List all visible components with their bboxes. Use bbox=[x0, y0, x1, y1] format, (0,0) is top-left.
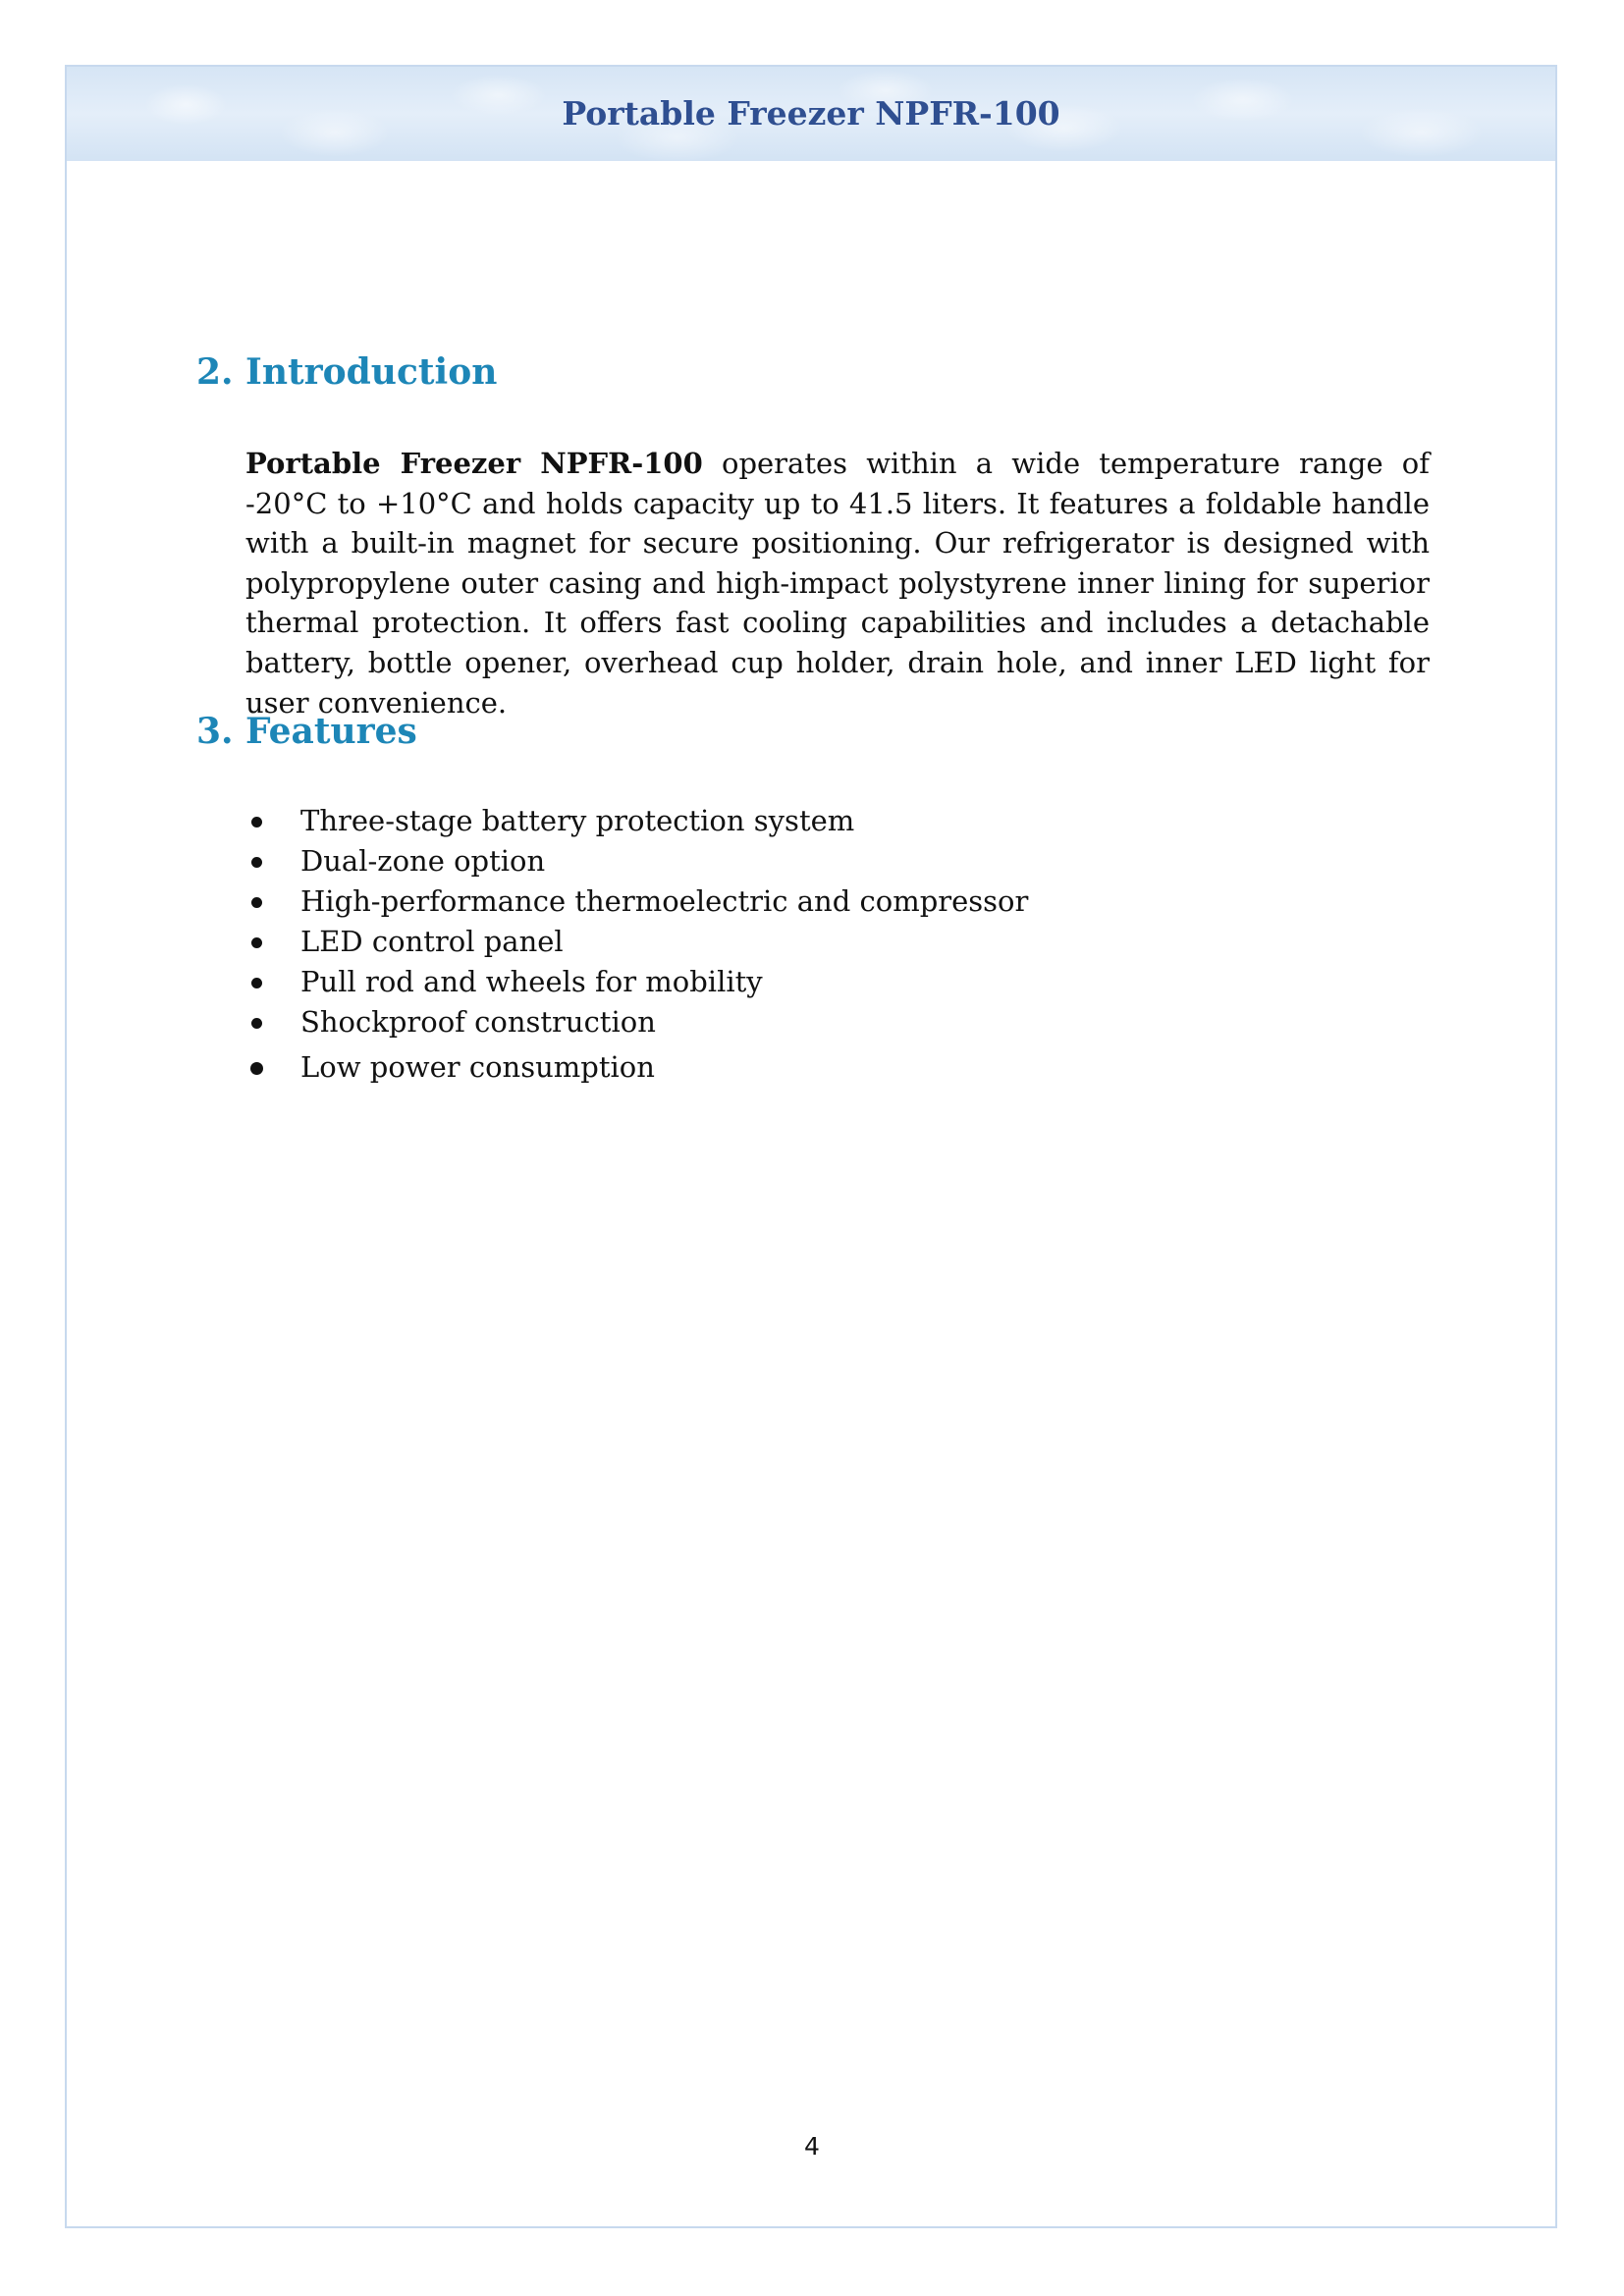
introduction-heading bbox=[196, 351, 497, 393]
introduction-title: Introduction bbox=[245, 351, 498, 393]
header-title: Portable Freezer NPFR-100 bbox=[562, 94, 1060, 133]
feature-text: Shockproof construction bbox=[300, 1005, 656, 1039]
feature-text: Three-stage battery protection system bbox=[300, 804, 855, 837]
bullet-icon bbox=[251, 897, 262, 908]
list-item bbox=[245, 881, 1028, 922]
list-item bbox=[245, 1002, 1028, 1042]
introduction-number: 2. bbox=[196, 351, 234, 393]
features-title: Features bbox=[245, 711, 417, 752]
list-item bbox=[245, 962, 1028, 1002]
bullet-icon bbox=[251, 817, 262, 828]
feature-text: High-performance thermoelectric and compressor bbox=[300, 884, 1029, 918]
feature-text: LED control panel bbox=[300, 925, 564, 958]
list-item bbox=[245, 841, 1028, 881]
page-header bbox=[67, 67, 1555, 161]
bullet-icon bbox=[251, 857, 262, 868]
page-number: 4 bbox=[804, 2132, 820, 2161]
introduction-paragraph bbox=[245, 444, 1430, 722]
introduction-body: operates within a wide temperature range of -20°C to +10°C and holds capacity up to 41.5 liters. It features a foldable handle with a built-in magnet for secure positioning. Our refrigerator is designed with polypropylene outer casing and high-impact polystyrene inner lining for superior thermal protection. It offers fast cooling capabilities and includes a detachable battery, bottle opener, overhead cup holder, drain hole, and inner LED light for user convenience. bbox=[245, 447, 1431, 720]
list-item bbox=[245, 801, 1028, 841]
features-heading bbox=[196, 711, 417, 752]
bullet-icon bbox=[251, 937, 262, 948]
introduction-lead-bold: Portable Freezer NPFR-100 bbox=[245, 447, 703, 480]
bullet-icon bbox=[250, 1062, 263, 1075]
bullet-icon bbox=[251, 978, 262, 988]
list-item bbox=[245, 1047, 1028, 1088]
features-number: 3. bbox=[196, 711, 234, 752]
feature-text: Pull rod and wheels for mobility bbox=[300, 965, 763, 998]
feature-text: Low power consumption bbox=[300, 1050, 655, 1084]
list-item bbox=[245, 922, 1028, 962]
bullet-icon bbox=[251, 1018, 262, 1029]
feature-text: Dual-zone option bbox=[300, 844, 546, 878]
features-list bbox=[245, 801, 1028, 1088]
